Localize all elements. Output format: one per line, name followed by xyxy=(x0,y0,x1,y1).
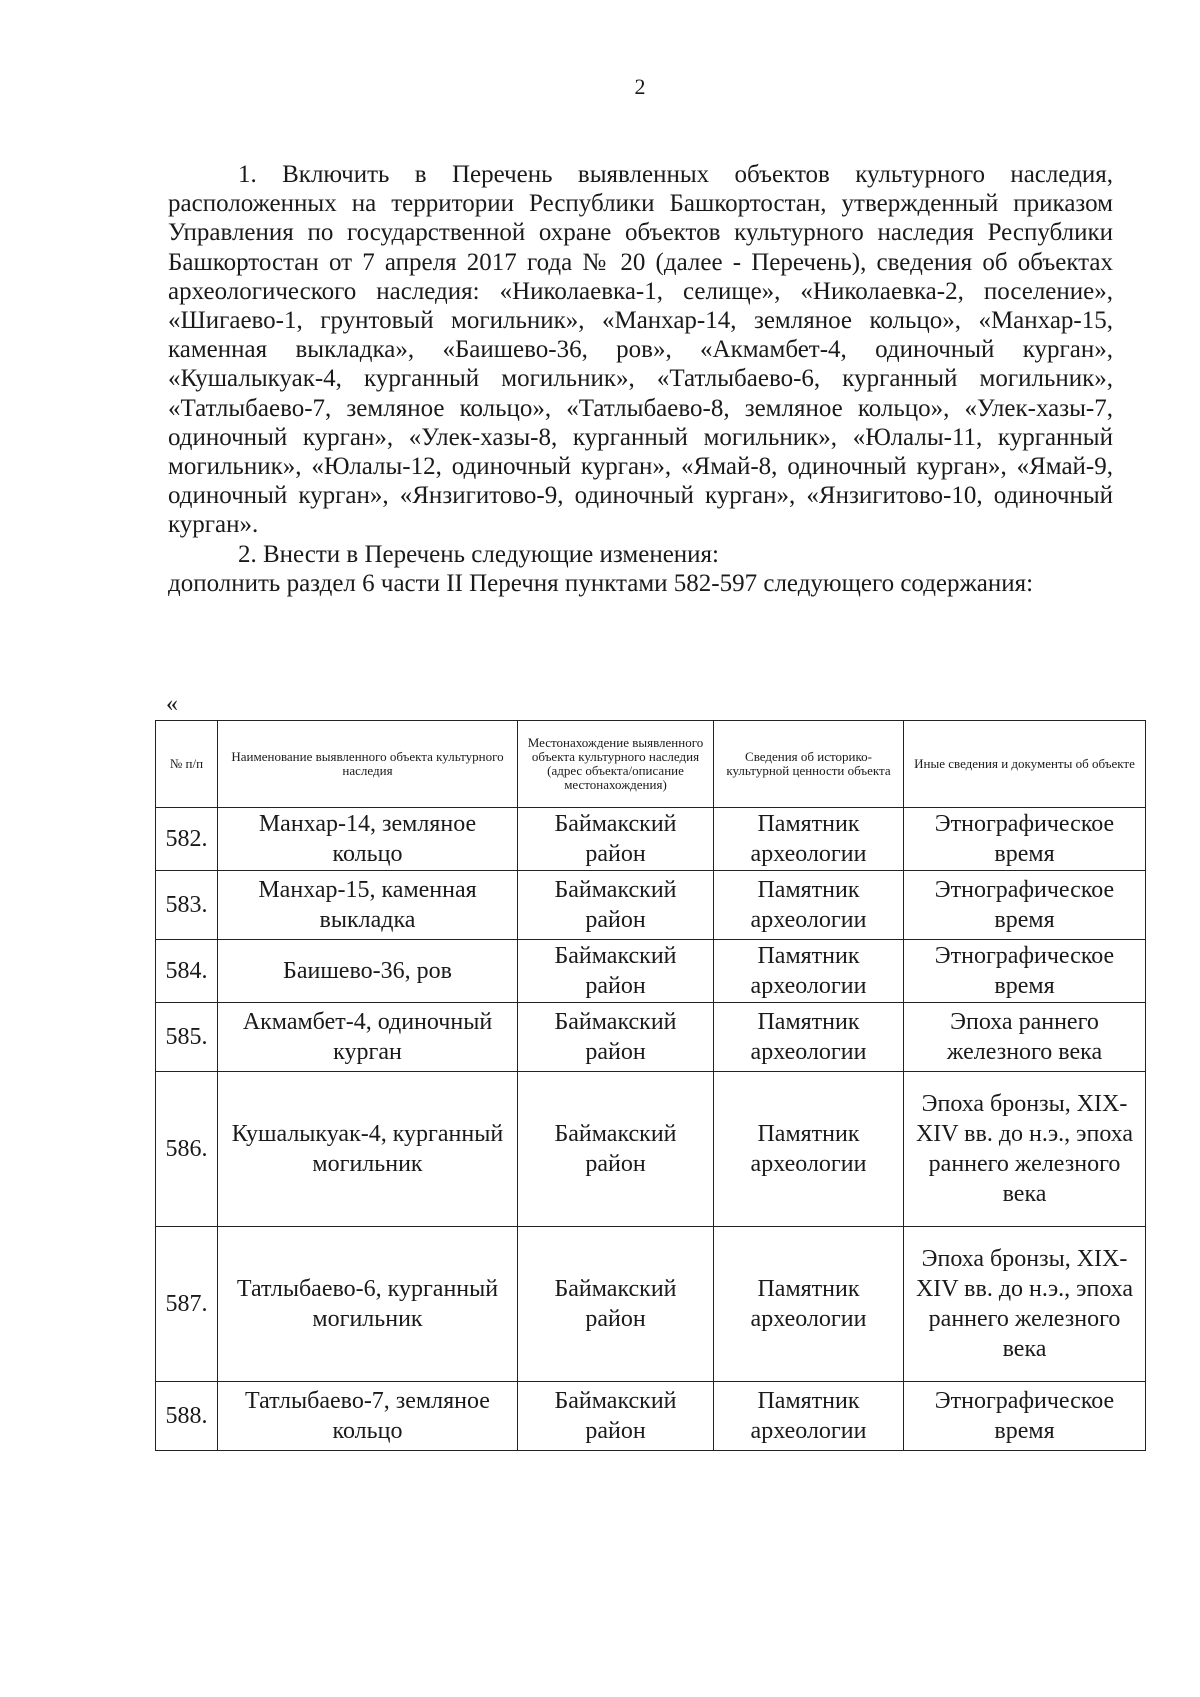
row-value: Памятник археологии xyxy=(714,940,904,1003)
table-row xyxy=(156,1072,1146,1227)
row-other: Этнографическое время xyxy=(904,871,1146,940)
row-value: Памятник археологии xyxy=(714,871,904,940)
row-location: Баймакский район xyxy=(518,940,714,1003)
table-header-row xyxy=(156,721,1146,808)
row-num: 588. xyxy=(156,1382,218,1451)
row-name: Акмамбет-4, одиночный курган xyxy=(218,1003,518,1072)
row-other: Этнографическое время xyxy=(904,940,1146,1003)
header-location: Местонахождение выявленного объекта культурного наследия (адрес объекта/описание местонахождения) xyxy=(518,721,714,808)
row-name: Баишево-36, ров xyxy=(218,940,518,1003)
row-other: Этнографическое время xyxy=(904,808,1146,871)
row-other: Этнографическое время xyxy=(904,1382,1146,1451)
row-location: Баймакский район xyxy=(518,1227,714,1382)
row-location: Баймакский район xyxy=(518,808,714,871)
paragraph-2: 2. Внести в Перечень следующие изменения: xyxy=(238,540,720,568)
row-num: 583. xyxy=(156,871,218,940)
row-other: Эпоха бронзы, XIX-XIV вв. до н.э., эпоха раннего железного века xyxy=(904,1227,1146,1382)
header-value: Сведения об историко-культурной ценности объекта xyxy=(714,721,904,808)
table-row xyxy=(156,1003,1146,1072)
row-location: Баймакский район xyxy=(518,871,714,940)
row-name: Манхар-14, земляное кольцо xyxy=(218,808,518,871)
paragraph-1: 1. Включить в Перечень выявленных объектов культурного наследия, расположенных на территории Республики Башкортостан, утвержденный приказом Управления по государственной охране объектов культурного наследия Республики Башкортостан от 7 апреля 2017 года № 20 (далее - Перечень), сведения об объектах археологического наследия: «Николаевка-1, селище», «Николаевка-2, поселение», «Шигаево-1, грунтовый могильник», «Манхар-14, земляное кольцо», «Манхар-15, каменная выкладка», «Баишево-36, ров», «Акмамбет-4, одиночный курган», «Кушалыкуак-4, курганный могильник», «Татлыбаево-6, курганный могильник», «Татлыбаево-7, земляное кольцо», «Татлыбаево-8, земляное кольцо», «Улек-хазы-7, одиночный курган», «Улек-хазы-8, курганный могильник», «Юлалы-11, курганный могильник», «Юлалы-12, одиночный курган», «Ямай-8, одиночный курган», «Ямай-9, одиночный курган», «Янзигитово-9, одиночный курган», «Янзигитово-10, одиночный курган». xyxy=(168,161,1113,539)
row-num: 584. xyxy=(156,940,218,1003)
row-num: 585. xyxy=(156,1003,218,1072)
table-row xyxy=(156,1227,1146,1382)
row-value: Памятник археологии xyxy=(714,1382,904,1451)
row-num: 586. xyxy=(156,1072,218,1227)
row-name: Манхар-15, каменная выкладка xyxy=(218,871,518,940)
page-number: 2 xyxy=(634,74,646,99)
document-body xyxy=(168,160,1113,598)
row-location: Баймакский район xyxy=(518,1072,714,1227)
row-other: Эпоха бронзы, XIX-XIV вв. до н.э., эпоха раннего железного века xyxy=(904,1072,1146,1227)
table-row xyxy=(156,871,1146,940)
row-value: Памятник археологии xyxy=(714,1227,904,1382)
row-name: Татлыбаево-7, земляное кольцо xyxy=(218,1382,518,1451)
row-num: 582. xyxy=(156,808,218,871)
row-location: Баймакский район xyxy=(518,1382,714,1451)
row-name: Татлыбаево-6, курганный могильник xyxy=(218,1227,518,1382)
table-row xyxy=(156,1382,1146,1451)
table-row xyxy=(156,808,1146,871)
row-location: Баймакский район xyxy=(518,1003,714,1072)
header-other: Иные сведения и документы об объекте xyxy=(904,721,1146,808)
row-value: Памятник археологии xyxy=(714,808,904,871)
row-value: Памятник археологии xyxy=(714,1003,904,1072)
header-num: № п/п xyxy=(156,721,218,808)
row-value: Памятник археологии xyxy=(714,1072,904,1227)
header-name: Наименование выявленного объекта культурного наследия xyxy=(218,721,518,808)
table-row xyxy=(156,940,1146,1003)
heritage-objects-table xyxy=(155,720,1146,1451)
row-other: Эпоха раннего железного века xyxy=(904,1003,1146,1072)
row-num: 587. xyxy=(156,1227,218,1382)
opening-quote-mark: « xyxy=(166,691,178,717)
paragraph-3: дополнить раздел 6 части II Перечня пунктами 582-597 следующего содержания: xyxy=(168,569,1034,597)
row-name: Кушалыкуак-4, курганный могильник xyxy=(218,1072,518,1227)
